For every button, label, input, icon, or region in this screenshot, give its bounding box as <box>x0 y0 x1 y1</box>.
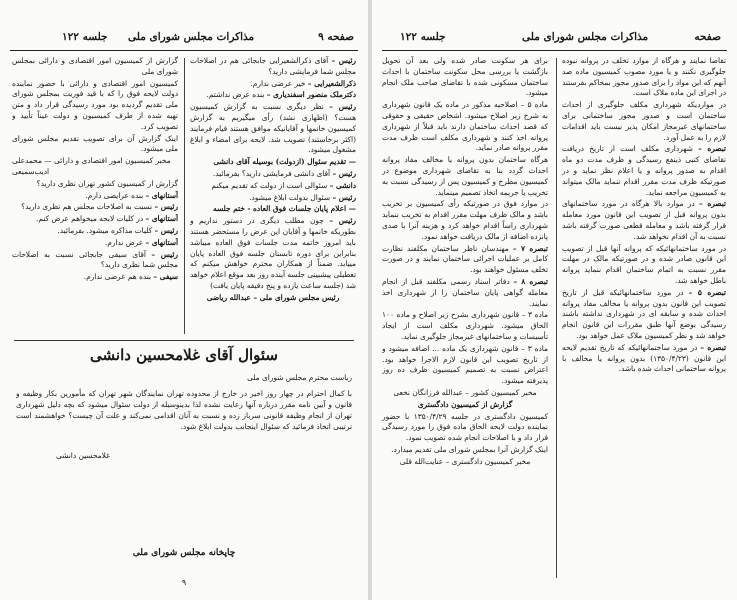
letter-salutation: ریاست محترم مجلس شورای ملی <box>247 373 352 382</box>
paragraph: مخبر کمیسیون دادگستری – عنایت‌الله قلی <box>399 456 531 466</box>
paragraph: ماده ۳ – قانون شهرداری بشرح زیر اصلاح و ماده ۱۰۰ الحاق میشود. شهرداری مکلف است از ایجاد تأسیسات و ساختمانهای غیرمجاز جلوگیری نماید. <box>382 310 548 341</box>
paragraph: مخبر کمیسیون کشور – عبدالله فرزانگان نخعی <box>393 387 537 397</box>
paragraph: تبصره – در موارد بالا هرگاه در مورد ساختمانهای بدون پروانه قبل از تصویب این قانون مورد معامله قرار گرفته باشد و معامله قطعی صورت گرفته باشد نسبت به آن اقدام نخواهد شد. <box>562 199 726 241</box>
column-divider <box>184 58 185 334</box>
paragraph: ذکرالشعیرایی – خیر عرضی ندارم. <box>250 78 356 88</box>
subheading: — تقدیم سئوال (ازدولت) بوسیله آقای دانشی <box>213 157 356 167</box>
section-divider <box>14 340 354 341</box>
right-page <box>372 0 737 600</box>
left-session-label: جلسه ۱۲۲ <box>62 31 108 43</box>
right-page-right-column <box>562 56 726 584</box>
left-page-label: صفحه ۹ <box>318 31 354 43</box>
paragraph: تبصره ۷ – مهندسان ناظر ساختمان مکلفند نظارت کامل بر عملیات اجرائی ساختمان نمایند و در صورت تخلف مسئول خواهند بود. <box>382 243 548 275</box>
paragraph: رئیس – آقای ذکرالشعیرایی جابجائی هم در اصلاحات مجلس شما فرمایشی دارید؟ <box>190 56 356 76</box>
right-page-left-column <box>382 56 548 584</box>
paragraph: تبصره – در مورد ساختمانهائیکه که تاریخ تقدیم لایحه این قانون (۱۳۵۰/۴/۲۳) بدون پروانه یا مخالف با پروانه ساختمانی احداث شده باشد. <box>562 342 726 374</box>
paragraph: رئیس – آقای سیفی جابجائی نسبت به اصلاحات مجلس شما نظری دارید؟ <box>12 249 178 270</box>
section-title: سئوال آقای غلامحسین دانشی <box>90 346 278 364</box>
left-page-right-column <box>190 56 356 338</box>
right-page-label: صفحه <box>694 31 721 43</box>
paragraph: برای هر سکونت صادر شده ولی بعد آن تحویل بازگشت یا بررسی محل سکونت ساختمان با احداث ساختمان مسکونی شده با تقاضای صاحب ملک انجام میشود. <box>382 56 548 98</box>
paragraph: رئیس – سئوال بدولت ابلاغ میشود. <box>249 192 356 202</box>
paragraph: ماده ۵ – اصلاحیه مذکور در ماده یک قانون شهرداری به شرح زیر اصلاح میشود. اشخاص حقیقی و حقوقی که قصد احداث ساختمان دارند باید قبلاً از شهرداری پروانه اخذ کنند و شهرداری مکلف است ظرف مدت مقرر پروانه صادر نماید. <box>382 100 548 153</box>
left-page-left-column <box>12 56 178 338</box>
paragraph: گزارش از کمیسیون دادگستری <box>417 399 513 409</box>
paragraph: دانشی – سئوالی است از دولت که تقدیم میکنم <box>211 180 356 190</box>
paragraph: هرگاه ساختمان بدون پروانه یا مخالف مفاد پروانه احداث گردد بنا به تقاضای شهرداری موضوع در کمیسیون مطرح و کمیسیون پس از رسیدگی نسبت به تخریب یا جریمه اتخاذ تصمیم مینماید. <box>382 155 548 197</box>
paragraph: آستانهای – بنده عرایضی دارم. <box>85 190 178 200</box>
paragraph: گزارش از کمیسیون کشور تهران نظری دارید؟ <box>36 178 178 188</box>
paragraph: رئیس – نظر دیگری نسبت به گزارش کمیسیون هست؟ (اظهاری نشد) رأی میگیریم به گزارش کمیسیون خانمها و آقایانیکه موافق هستند قیام فرمایند (اکثر برخاستند) تصویب شد. لایحه برای امضاء و ابلاغ مشغول میشود. <box>190 102 356 155</box>
paragraph: ماده ۳ – قانون شهرداری یک ماده ... اضافه میشود و از تاریخ تصویب این قانون لازم الاجرا خواهد بود. اعتراض نسبت به تصمیم کمیسیون ظرف ده روز پذیرفته میشود. <box>382 343 548 386</box>
paragraph: رئیس – کلیات مذاکره میشود. بفرمائید. <box>57 225 178 235</box>
paragraph: گزارش از کمیسیون امور اقتصادی و دارائی بمجلس شورای ملی <box>12 56 178 76</box>
paragraph: در مورد ساختمانهائیکه که پروانه آنها قبل از تصویب این قانون صادر شده و در صورتیکه مالک در مهلت مقرر نسبت به اتمام ساختمان اقدام ننماید پروانه باطل خواهد شد. <box>562 243 726 285</box>
paragraph: رئیس – نسبت به اصلاحات مجلس هم نظری دارید؟ <box>21 202 178 212</box>
paragraph: اینک گزارش آنرا بمجلس شورای ملی تقدیم میدارد. <box>391 444 548 454</box>
paragraph: در مواردیکه شهرداری مکلف جلوگیری از احداث ساختمان است و صدور مجوز ساختمانی برای ساختمانهای غیرمجاز امکان پذیر نیست باید اقدامات لازم را به عمل آورد. <box>562 100 726 142</box>
paragraph: در موارد فوق در صورتیکه رأی کمیسیون بر تخریب باشد و مالک ظرف مهلت مقرر اقدام به تخریب ننماید شهرداری راساً اقدام خواهد کرد و هزینه آنرا با صدی پانزده اضافه از مالک دریافت خواهد نمود. <box>382 199 548 241</box>
right-page-header <box>382 28 727 51</box>
left-journal-title: مذاکرات مجلس شورای ملی <box>128 31 255 43</box>
right-session-label: جلسه ۱۲۲ <box>400 31 446 43</box>
paragraph: کمیسیون دادگستری در جلسه ۱۳۵۰/۴/۲۹ با حضور نماینده دولت لایحه الحاق ماده فوق را مورد رسیدگی قرار داد و با اصلاحات انجام شده تصویب نمود. <box>382 411 548 443</box>
letter-body: با کمال احترام در چهار روز اخیر در خارج از محدوده تهران نمایندگان شهر تهران که مأمورین بکار وظیفه و قانون و آیین نامه مقرر درباره آنها رعایت نشده لذا بدینوسیله از دولت سئوال میشود که بچه دلیل شهرداری تهران از انجام وظیفه قانونی سرباز زده و نسبت به آنان اقدامی نمی‌کند و علت آن چیست؟ خواهشمند است ترتیبی اتخاذ فرمائید که سئوال اینجانب بدولت ابلاغ شود. <box>16 389 352 431</box>
column-divider <box>556 58 557 578</box>
paragraph: رئیس – چون مطلب دیگری در دستور نداریم و بطوریکه خانمها و آقایان این عرض را مستحضر هستند باید امروز خاتمه مدت جلسات فوق العاده میباشد بنابراین برای دوره تابستان جلسه فوق العاده پایان مییابد. ضمناً از همکاران محترم خواهش میکنم که تعطیلی پیشبینی جلسه آینده روز بعد موقع اعلام خواهد شد (جلسه ساعت یازده و پنج دقیقه پایان یافت) <box>190 216 356 290</box>
paragraph: رئیس – آقای دانشی فرمایشی دارید؟ بفرمائید. <box>212 168 356 178</box>
paragraph: سیفی – بنده هم عرضی ندارم. <box>83 272 178 282</box>
page-number: ٩ <box>181 578 187 587</box>
signature-line: رئیس مجلس شورای ملی – عبدالله ریاضی <box>206 292 340 302</box>
paragraph: تبصره ۵ – در مورد ساختمانهائیکه قبل از تاریخ تصویب این قانون بدون پروانه یا مخالف مفاد پروانه احداث شده و سابقه ای در شهرداری نداشته باشند رسیدگی بوضع آنها طبق مقررات این قانون انجام خواهد شد و نظر کمیسیون ملاک عمل خواهد بود. <box>562 287 726 340</box>
paragraph: تبصره ۸ – دفاتر اسناد رسمی مکلفند قبل از انجام معامله گواهی پایان ساختمان را از شهرداری اخذ نمایند. <box>382 276 548 308</box>
paragraph: آستانهای – در کلیات لایحه میخواهم عرض کنم. <box>36 214 178 224</box>
paragraph: آستانهای – عرض ندارم. <box>104 237 178 247</box>
left-page-header <box>10 28 358 51</box>
right-journal-title: مذاکرات مجلس شورای ملی <box>522 31 649 43</box>
left-page <box>0 0 368 600</box>
paragraph: اینک گزارش آن برای تصویب تقدیم مجلس شورای ملی میشود. <box>12 133 178 154</box>
paragraph: مخبر کمیسیون امور اقتصادی و دارائی — محمدعلی ادیب‌سمیعی <box>12 156 171 176</box>
printer-footer: چاپخانه مجلس شورای ملی <box>132 548 236 558</box>
paragraph: کمیسیون امور اقتصادی و دارائی با حضور نماینده دولت لایحه فوق را که با قید فوریت بمجلس شورای ملی تقدیم گردیده بود مورد رسیدگی قرار داد و متن تهیه شده از طرف کمیسیون و دولت عیناً تأیید و تصویب کرد. <box>12 78 178 131</box>
paragraph: دکترملک منصور اسفندیاری – بنده عرض نداشتم. <box>206 90 356 100</box>
paragraph: تبصره – شهرداری مکلف است از تاریخ دریافت تقاضای کتبی ذینفع رسیدگی و ظرف مدت دو ماه اقدام به صدور پروانه و یا اعلام نظر نماید و در صورتیکه ظرف مدت مقرر اقدام ننماید مالک میتواند به کمیسیون مراجعه نماید. <box>562 144 726 197</box>
subheading: — اعلام پایان جلسات فوق العاده - ختم جلسه <box>212 204 356 214</box>
letter-signature: غلامحسین دانشی <box>56 451 110 460</box>
paragraph: تقاضا نمایند و هرگاه از موارد تخلف در پروانه نبوده جلوگیری نکنند و یا مورد مصوب کمیسیون ماده صد آنهم که این مواد را برای صدور مجوز بمحاکم بفرستند در اجرای این ماده ملاک است. <box>562 56 726 98</box>
